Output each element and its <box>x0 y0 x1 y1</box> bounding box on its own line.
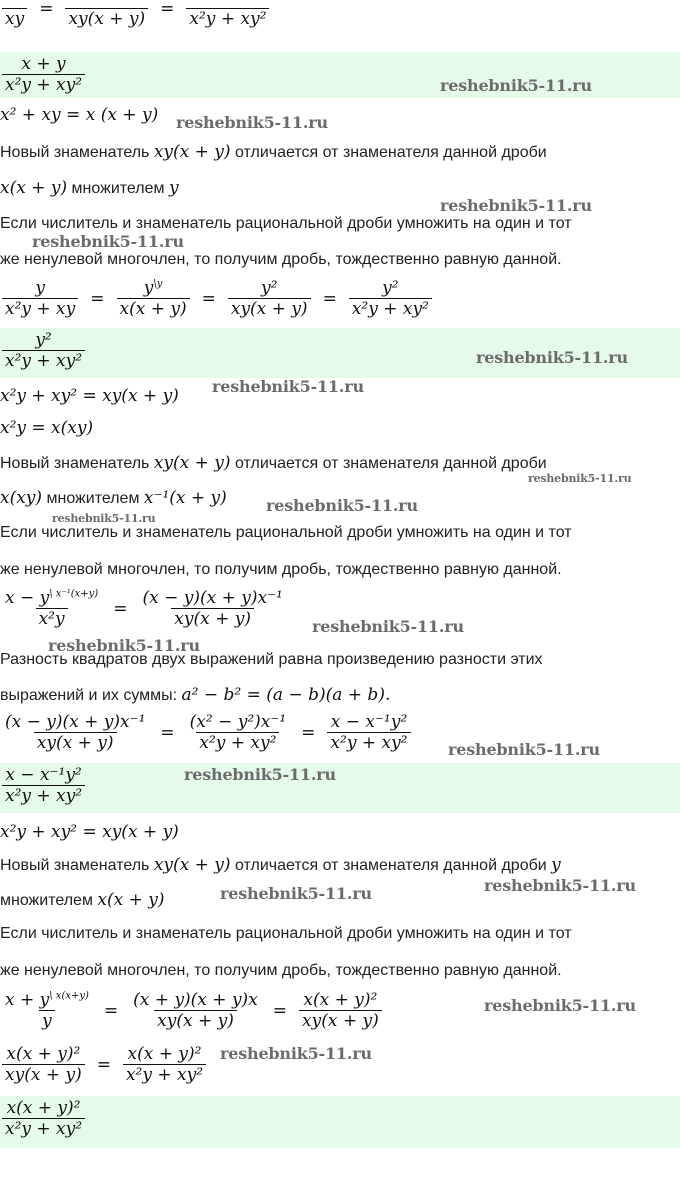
text-line: Если числитель и знаменатель рациональной дроби умножить на один и тот <box>0 215 572 232</box>
text-line: Если числитель и знаменатель рациональной дроби умножить на один и тот <box>0 925 572 942</box>
watermark: reshebnik5-11.ru <box>48 636 200 655</box>
watermark: reshebnik5-11.ru <box>212 377 364 396</box>
text-line: x(xy) множителем x⁻¹(x + y) <box>0 488 227 508</box>
text-line: Разность квадратов двух выражений равна произведению разности этих <box>0 651 543 668</box>
text-line: Если числитель и знаменатель рациональной дроби умножить на один и тот <box>0 524 572 541</box>
watermark: reshebnik5-11.ru <box>220 884 372 903</box>
text-line: x(x + y) множителем y <box>0 178 179 198</box>
answer-band-3 <box>0 763 680 813</box>
top-equation: xy = xy(x + y) = x²y + xy² <box>0 0 271 29</box>
text-line: Новый знаменатель xy(x + y) отличается от знаменателя данной дроби <box>0 142 547 162</box>
watermark: reshebnik5-11.ru <box>176 113 328 132</box>
fraction-result-2: $\frac{\text{y²}}{\text{x²y + xy²}}$ <box>0 330 87 371</box>
fraction-chain: $\frac{\text{(x − y)(x + y)x⁻¹}}{xy(x + y)}$ = $\frac{\text{(x² − y²)x⁻¹}}{\text{x²y + xy²}}$ = $\frac{\text{x − x⁻¹y²}}{\text{x²y + xy²}}$ <box>0 712 413 753</box>
text-line: же ненулевой многочлен, то получим дробь, тождественно равную данной. <box>0 962 562 979</box>
watermark: reshebnik5-11.ru <box>484 996 636 1015</box>
fraction-chain: $\frac{\text{x(x + y)²}}{xy(x + y)}$ = $\frac{\text{x(x + y)²}}{\text{x²y + xy²}}$ <box>0 1044 208 1085</box>
watermark: reshebnik5-11.ru <box>184 765 336 784</box>
text-line: Новый знаменатель xy(x + y) отличается от знаменателя данной дроби y <box>0 855 561 875</box>
watermark: reshebnik5-11.ru <box>448 740 600 759</box>
watermark: reshebnik5-11.ru <box>528 472 632 485</box>
text-line: Новый знаменатель xy(x + y) отличается от знаменателя данной дроби <box>0 453 547 473</box>
watermark: reshebnik5-11.ru <box>440 76 592 95</box>
watermark: reshebnik5-11.ru <box>476 348 628 367</box>
equation-line: x²y = x(xy) <box>0 418 94 438</box>
fraction-chain: $\frac{x + y^{\backslash x(x+y)}}{y}$ = $\frac{(x + y)(x + y)x}{xy(x + y)}$ = $\frac{\text{x(x + y)²}}{xy(x + y)}$ <box>0 990 384 1031</box>
text-line: же ненулевой многочлен, то получим дробь, тождественно равную данной. <box>0 251 562 268</box>
fraction-chain: $\frac{x - y^{\backslash x^{-1}(x+y)}}{\text{x²y}}$ = $\frac{\text{(x − y)(x + y)x⁻¹}}{xy(x + y)}$ <box>5 588 283 629</box>
text-line: выражений и их суммы: a² − b² = (a − b)(a + b). <box>0 685 391 705</box>
fraction-result-4: $\frac{\text{x(x + y)²}}{\text{x²y + xy²}}$ <box>0 1098 87 1139</box>
fraction-result-1: $\frac{x + y}{\text{x²y + xy²}}$ <box>0 54 87 95</box>
text-line: множителем x(x + y) <box>0 890 165 910</box>
watermark: reshebnik5-11.ru <box>266 496 418 515</box>
watermark: reshebnik5-11.ru <box>52 512 156 525</box>
answer-band-4 <box>0 1096 680 1148</box>
watermark: reshebnik5-11.ru <box>220 1044 372 1063</box>
equation-line: x²y + xy² = xy(x + y) <box>0 822 179 842</box>
watermark: reshebnik5-11.ru <box>312 617 464 636</box>
equation-line: x²y + xy² = xy(x + y) <box>0 386 179 406</box>
watermark: reshebnik5-11.ru <box>440 196 592 215</box>
fraction-chain: $\frac{y}{\text{x²y + xy}}$ = $\frac{y^{\backslash y}}{x(x + y)}$ = $\frac{\text{y²}}{xy(x + y)}$ = $\frac{\text{y²}}{\text{x²y + xy²}}$ <box>0 278 434 319</box>
fraction-result-3: $\frac{\text{x − x⁻¹y²}}{\text{x²y + xy²}}$ <box>0 765 87 806</box>
watermark: reshebnik5-11.ru <box>484 876 636 895</box>
watermark: reshebnik5-11.ru <box>32 232 184 251</box>
text-line: же ненулевой многочлен, то получим дробь, тождественно равную данной. <box>0 561 562 578</box>
equation-line: x² + xy = x (x + y) <box>0 105 159 125</box>
